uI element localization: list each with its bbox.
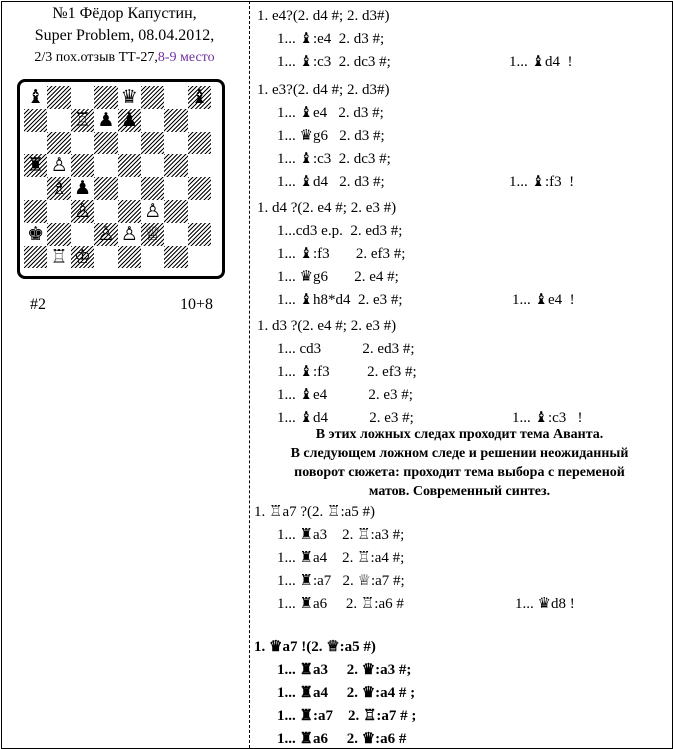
chess-piece-d2: ♙ — [97, 222, 115, 245]
board-square — [164, 132, 187, 155]
try-line: 1... ♝e4 ! — [512, 292, 575, 308]
chess-piece-f2: ♕ — [144, 222, 162, 245]
try-line: 1...cd3 e.p. 2. ed3 #; — [277, 223, 403, 239]
chess-piece-c7: ♖ — [73, 108, 92, 131]
board-square — [94, 246, 117, 269]
chess-board — [17, 79, 225, 279]
board-square — [164, 223, 187, 246]
solution-line: 1... ♜a6 2. ♛:a6 # — [277, 731, 407, 747]
chess-piece-d7: ♟ — [97, 108, 115, 131]
try-line: 1... ♝:f3 ! — [509, 174, 575, 190]
board-square — [188, 177, 211, 200]
board-square — [94, 200, 117, 223]
solution-line: 1... ♜a3 2. ♛:a3 #; — [277, 662, 412, 678]
solution-line: 1. ♛a7 !(2. ♕:a5 #) — [254, 639, 376, 655]
try-line: 1... ♛d8 ! — [515, 596, 575, 612]
try-line: 1... ♝:e4 2. d3 #; — [277, 31, 385, 47]
board-square — [24, 177, 47, 200]
piece-count: 10+8 — [180, 296, 214, 313]
problem-author: №1 Фёдор Капустин, — [52, 5, 197, 22]
board-square — [118, 246, 141, 269]
chess-piece-a2: ♚ — [27, 222, 45, 245]
chess-piece-e2: ♙ — [120, 222, 138, 245]
award-text: 2/3 пох.отзыв ТТ-27, — [34, 50, 158, 65]
board-square — [188, 200, 211, 223]
try-line: 1... ♜a3 2. ♖:a3 #; — [277, 527, 405, 543]
board-square — [141, 154, 164, 177]
try-line: 1... ♝:c3 2. dc3 #; — [277, 151, 391, 167]
board-square — [71, 154, 94, 177]
board-square — [164, 154, 187, 177]
board-square — [94, 132, 117, 155]
board-square — [188, 154, 211, 177]
board-square — [24, 200, 47, 223]
board-square — [141, 109, 164, 132]
try-line: 1... ♝h8*d4 2. e3 #; — [277, 292, 403, 308]
try-line: 1... ♜a6 2. ♖:a6 # — [277, 596, 404, 612]
comment-line-4: матов. Современный синтез. — [368, 484, 551, 499]
try-line: 1. e4?(2. d4 #; 2. d3#) — [257, 8, 390, 24]
board-square — [118, 132, 141, 155]
board-square — [47, 200, 70, 223]
board-square — [188, 246, 211, 269]
board-square — [71, 223, 94, 246]
try-line: 1... ♛g6 2. d3 #; — [277, 128, 385, 144]
try-line: 1. d4 ?(2. e4 #; 2. e3 #) — [257, 200, 397, 216]
board-square — [47, 132, 70, 155]
award-place: 8-9 место — [157, 50, 215, 65]
try-line: 1... ♜a4 2. ♖:a4 #; — [277, 550, 405, 566]
try-line: 1. ♖a7 ?(2. ♖:a5 #) — [254, 504, 376, 520]
column-divider — [249, 1, 250, 748]
solution-line: 1... ♜a4 2. ♛:a4 # ; — [277, 685, 416, 701]
try-line: 1... ♝d4 ! — [509, 54, 573, 70]
board-square — [188, 223, 211, 246]
chess-piece-e8: ♛ — [120, 86, 138, 108]
try-line: 1... ♝d4 2. e3 #; — [277, 410, 414, 426]
problem-source: Super Problem, 08.04.2012, — [34, 27, 215, 44]
board-square — [24, 109, 47, 132]
board-square — [164, 109, 187, 132]
comment-line-1: В этих ложных следах проходит тема Аванта. — [315, 427, 604, 442]
board-square — [141, 86, 164, 109]
comment-line-3: поворот сюжета: проходит тема выбора с переменой — [294, 465, 625, 480]
stipulation: #2 — [30, 296, 46, 313]
board-square — [141, 246, 164, 269]
try-line: 1... ♝e4 2. e3 #; — [277, 387, 413, 403]
try-line: 1... ♜:a7 2. ♕:a7 #; — [277, 573, 405, 589]
chess-piece-a5: ♜ — [27, 154, 45, 177]
try-line: 1. d3 ?(2. e4 #; 2. e3 #) — [257, 318, 397, 334]
board-square — [94, 177, 117, 200]
comment-line-2: В следующем ложном следе и решении неожиданный — [290, 446, 629, 461]
board-square — [118, 200, 141, 223]
chess-piece-e7: ♟ — [120, 108, 138, 131]
board-square — [141, 177, 164, 200]
board-square — [188, 132, 211, 155]
chess-piece-h8: ♝ — [190, 86, 209, 108]
board-square — [94, 154, 117, 177]
try-line: 1... ♝:f3 2. ef3 #; — [277, 246, 406, 262]
board-square — [24, 132, 47, 155]
try-line: 1... ♛g6 2. e4 #; — [277, 269, 399, 285]
board-square — [47, 223, 70, 246]
try-line: 1... ♝e4 2. d3 #; — [277, 105, 384, 121]
board-square — [47, 109, 70, 132]
chess-piece-b1: ♖ — [50, 245, 68, 268]
board-square — [141, 132, 164, 155]
chess-piece-b5: ♙ — [50, 154, 68, 177]
chess-piece-c4: ♟ — [73, 177, 92, 200]
board-square — [164, 200, 187, 223]
board-square — [71, 86, 94, 109]
board-square — [164, 86, 187, 109]
try-line: 1... ♝:c3 ! — [512, 410, 583, 426]
try-line: 1. e3?(2. d4 #; 2. d3#) — [257, 82, 390, 98]
chess-piece-a8: ♝ — [27, 86, 45, 108]
problem-award — [0, 47, 249, 68]
board-square — [71, 132, 94, 155]
chess-piece-b4: ♗ — [50, 177, 68, 200]
try-line: 1... ♝:c3 2. dc3 #; — [277, 54, 391, 70]
try-line: 1... ♝:f3 2. ef3 #; — [277, 364, 417, 380]
board-square — [188, 109, 211, 132]
try-line: 1... cd3 2. ed3 #; — [277, 341, 415, 357]
board-square — [164, 246, 187, 269]
board-square — [24, 246, 47, 269]
try-line: 1... ♝d4 2. d3 #; — [277, 174, 385, 190]
board-square — [164, 177, 187, 200]
board-square — [47, 86, 70, 109]
board-square — [118, 154, 141, 177]
board-square — [94, 86, 117, 109]
chess-piece-f3: ♙ — [144, 200, 162, 222]
board-square — [118, 177, 141, 200]
chess-piece-c3: ♙ — [73, 200, 92, 222]
solution-line: 1... ♜:a7 2. ♖:a7 # ; — [277, 708, 417, 724]
chess-piece-c1: ♔ — [73, 245, 92, 268]
